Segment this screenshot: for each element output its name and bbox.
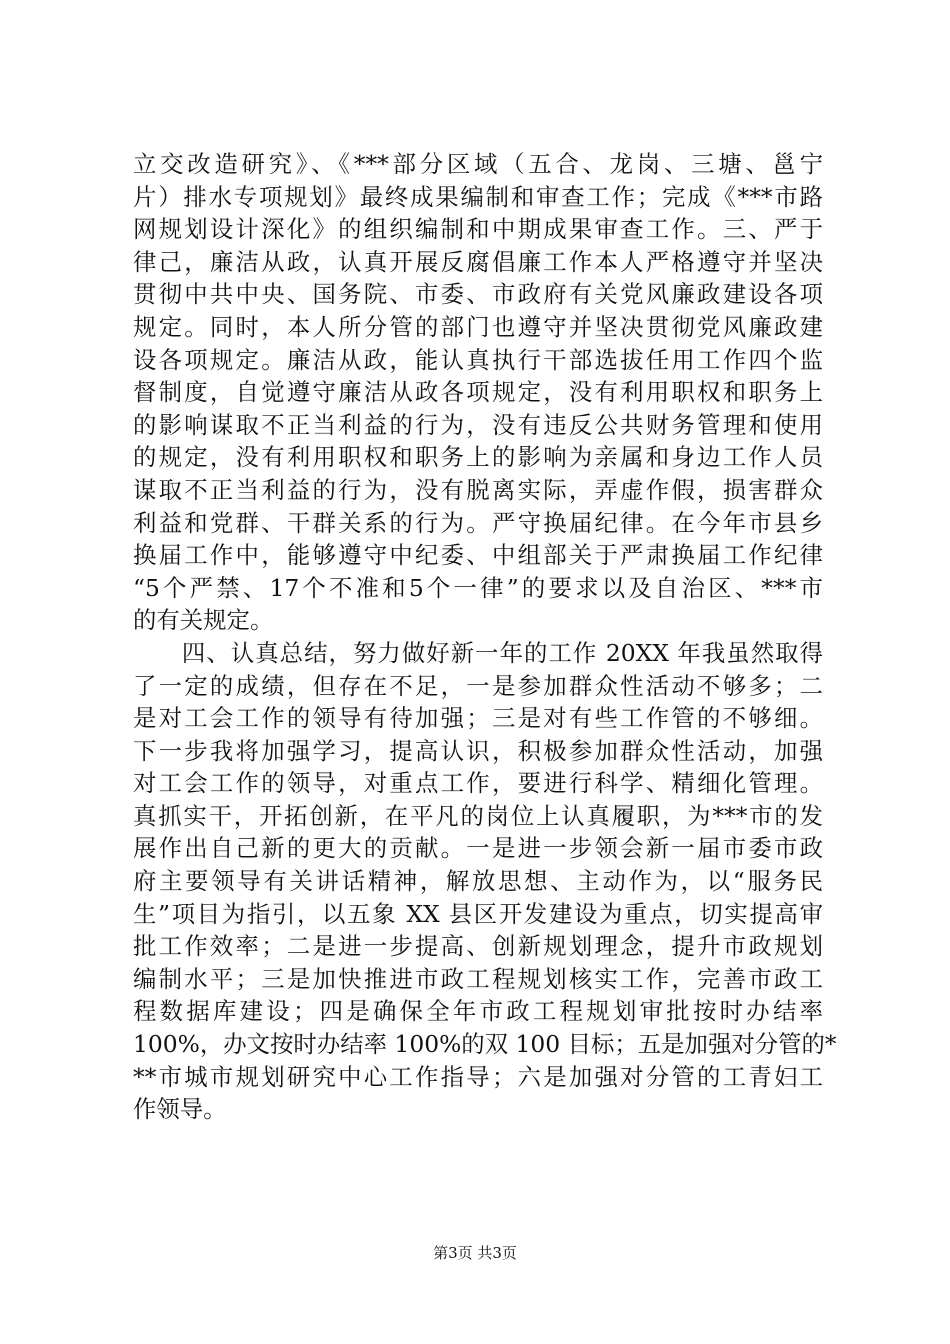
document-body	[133, 148, 837, 1126]
body-line: 程数据库建设；四是确保全年市政工程规划审批按时办结率	[133, 997, 823, 1026]
body-line: 网规划设计深化》的组织编制和中期成果审查工作。三、严于	[133, 215, 823, 244]
body-line: 律己，廉洁从政，认真开展反腐倡廉工作本人严格遵守并坚决	[133, 247, 823, 276]
body-line: 编制水平；三是加快推进市政工程规划核实工作，完善市政工	[133, 964, 823, 993]
body-line: 府主要领导有关讲话精神，解放思想、主动作为，以“服务民	[133, 867, 823, 896]
body-line: 利益和党群、干群关系的行为。严守换届纪律。在今年市县乡	[133, 508, 823, 537]
body-line: 批工作效率；二是进一步提高、创新规划理念，提升市政规划	[133, 932, 823, 961]
body-line: 设各项规定。廉洁从政，能认真执行干部选拔任用工作四个监	[133, 345, 823, 374]
body-line: 四、认真总结，努力做好新一年的工作 20XX 年我虽然取得	[133, 638, 823, 667]
body-line: 的规定，没有利用职权和职务上的影响为亲属和身边工作人员	[133, 443, 823, 472]
page-footer: 第3页 共3页	[433, 1244, 517, 1262]
body-line: 的有关规定。	[133, 606, 274, 635]
body-line: “5个严禁、17个不准和5个一律”的要求以及自治区、***市	[133, 573, 823, 602]
body-line: 对工会工作的领导，对重点工作，要进行科学、精细化管理。	[133, 769, 823, 798]
body-line: 的影响谋取不正当利益的行为，没有违反公共财务管理和使用	[133, 410, 823, 439]
body-line: 贯彻中共中央、国务院、市委、市政府有关党风廉政建设各项	[133, 280, 823, 309]
body-line: 了一定的成绩，但存在不足，一是参加群众性活动不够多；二	[133, 671, 823, 700]
body-line: 生”项目为指引，以五象 XX 县区开发建设为重点，切实提高审	[133, 899, 823, 928]
body-line: 谋取不正当利益的行为，没有脱离实际，弄虚作假，损害群众	[133, 475, 823, 504]
body-line: 100%，办文按时办结率 100%的双 100 目标；五是加强对分管的*	[133, 1030, 837, 1059]
body-line: 真抓实干，开拓创新，在平凡的岗位上认真履职，为***市的发	[133, 801, 823, 830]
body-line: 换届工作中，能够遵守中纪委、中组部关于严肃换届工作纪律	[133, 541, 823, 570]
body-line: 片）排水专项规划》最终成果编制和审查工作；完成《***市路	[133, 182, 823, 211]
body-line: 展作出自己新的更大的贡献。一是进一步领会新一届市委市政	[133, 834, 823, 863]
body-line: 立交改造研究》、《***部分区域（五合、龙岗、三塘、邕宁	[133, 150, 823, 178]
body-line: 督制度，自觉遵守廉洁从政各项规定，没有利用职权和职务上	[133, 378, 823, 407]
body-line: 下一步我将加强学习，提高认识，积极参加群众性活动，加强	[133, 736, 823, 765]
body-line: 规定。同时，本人所分管的部门也遵守并坚决贯彻党风廉政建	[133, 312, 823, 341]
body-line: **市城市规划研究中心工作指导；六是加强对分管的工青妇工	[133, 1062, 823, 1091]
body-line: 作领导。	[133, 1095, 227, 1124]
body-line: 是对工会工作的领导有待加强；三是对有些工作管的不够细。	[133, 704, 823, 733]
